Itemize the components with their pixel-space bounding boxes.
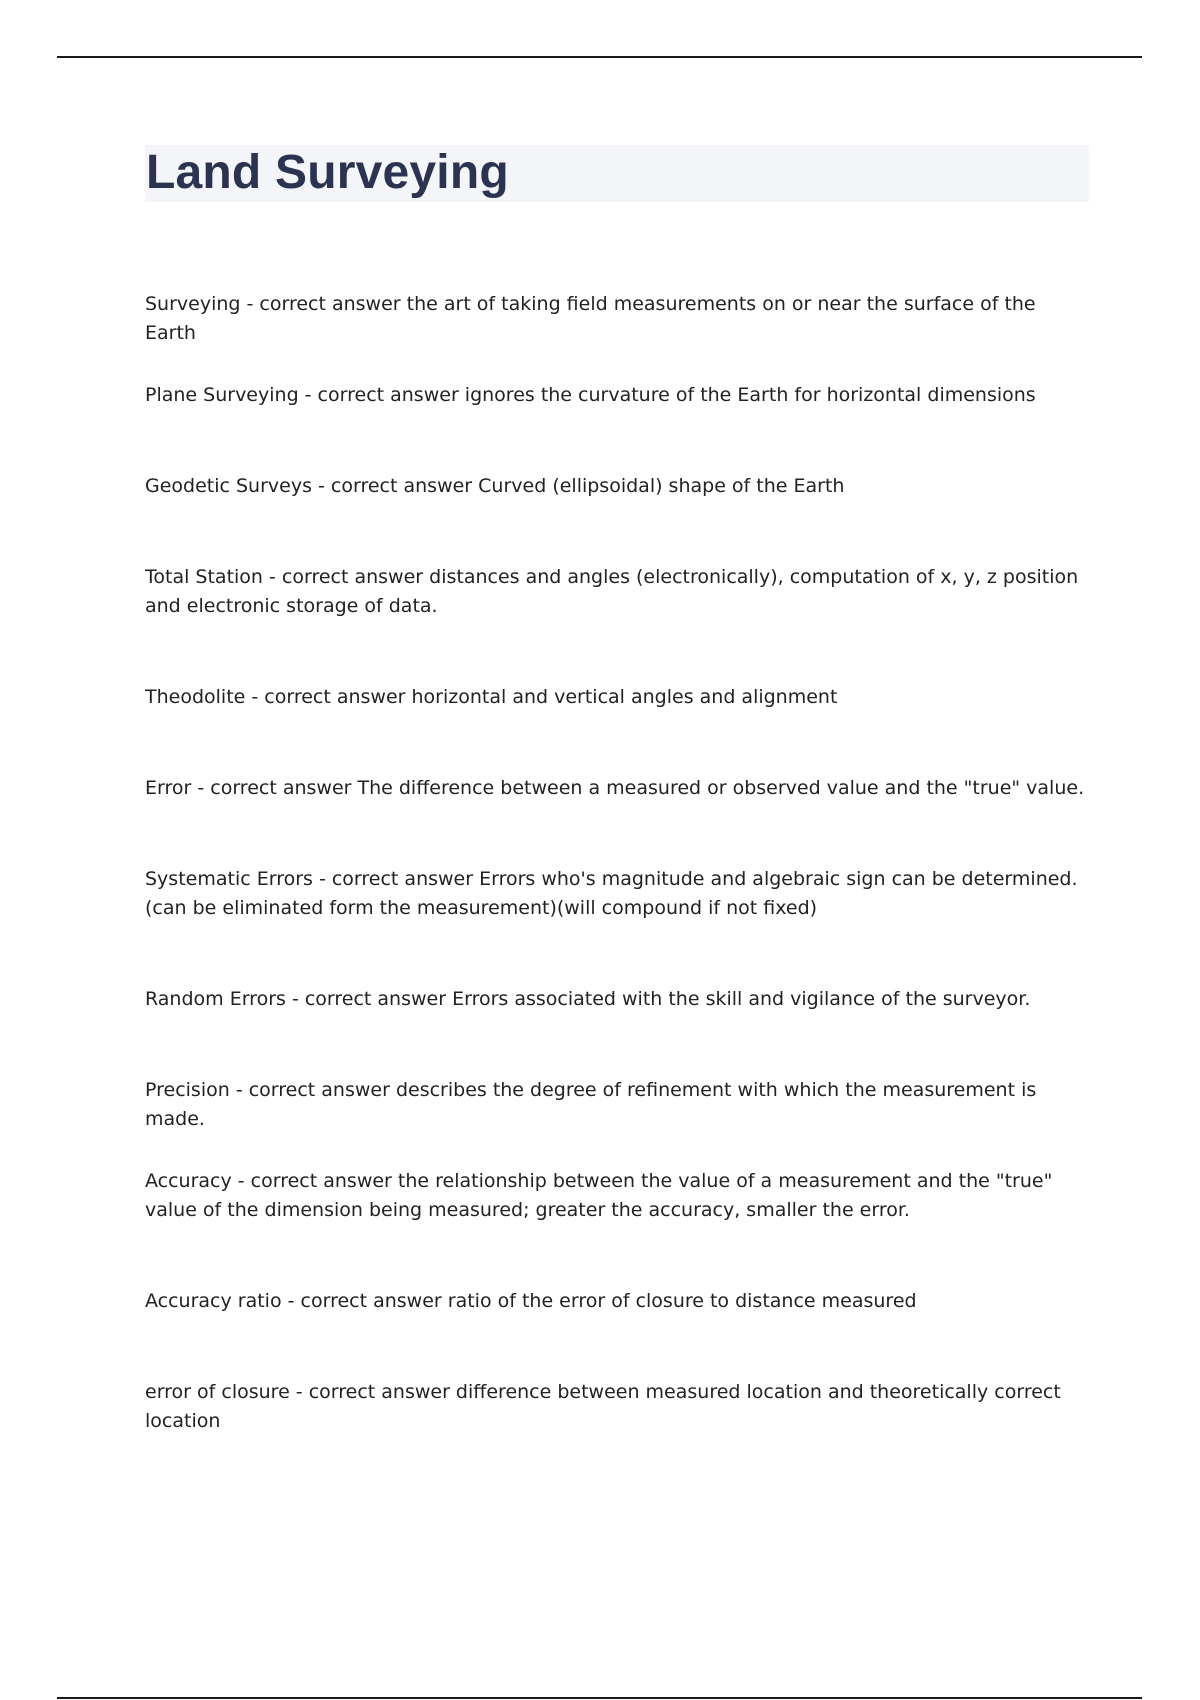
flashcard-surveying: Surveying - correct answer the art of taking field measurements on or near the surface of the Earth (145, 293, 1036, 344)
page-title: Land Surveying (146, 146, 509, 199)
footer-rule (57, 1697, 1142, 1699)
flashcard-accuracy-ratio: Accuracy ratio - correct answer ratio of the error of closure to distance measured (145, 1290, 917, 1312)
flashcard-theodolite: Theodolite - correct answer horizontal and vertical angles and alignment (145, 686, 838, 708)
flashcard-plane-surveying: Plane Surveying - correct answer ignores the curvature of the Earth for horizontal dimensions (145, 384, 1036, 406)
flashcard-total-station: Total Station - correct answer distances and angles (electronically), computation of x, y, z position and electronic storage of data. (145, 566, 1079, 617)
flashcard-precision: Precision - correct answer describes the degree of refinement with which the measurement is made. (145, 1079, 1037, 1130)
flashcard-random-errors: Random Errors - correct answer Errors associated with the skill and vigilance of the surveyor. (145, 988, 1031, 1010)
flashcard-accuracy: Accuracy - correct answer the relationship between the value of a measurement and the "true" value of the dimension being measured; greater the accuracy, smaller the error. (145, 1170, 1053, 1221)
flashcard-geodetic-surveys: Geodetic Surveys - correct answer Curved (ellipsoidal) shape of the Earth (145, 475, 845, 497)
flashcard-systematic-errors: Systematic Errors - correct answer Errors who's magnitude and algebraic sign can be determined. (can be eliminated form the measurement)(will compound if not fixed) (145, 868, 1078, 919)
flashcard-error: Error - correct answer The difference between a measured or observed value and the "true" value. (145, 777, 1085, 799)
flashcard-list (145, 290, 1090, 1498)
header-rule (57, 56, 1142, 58)
flashcard-error-of-closure: error of closure - correct answer difference between measured location and theoretically correct location (145, 1381, 1061, 1432)
